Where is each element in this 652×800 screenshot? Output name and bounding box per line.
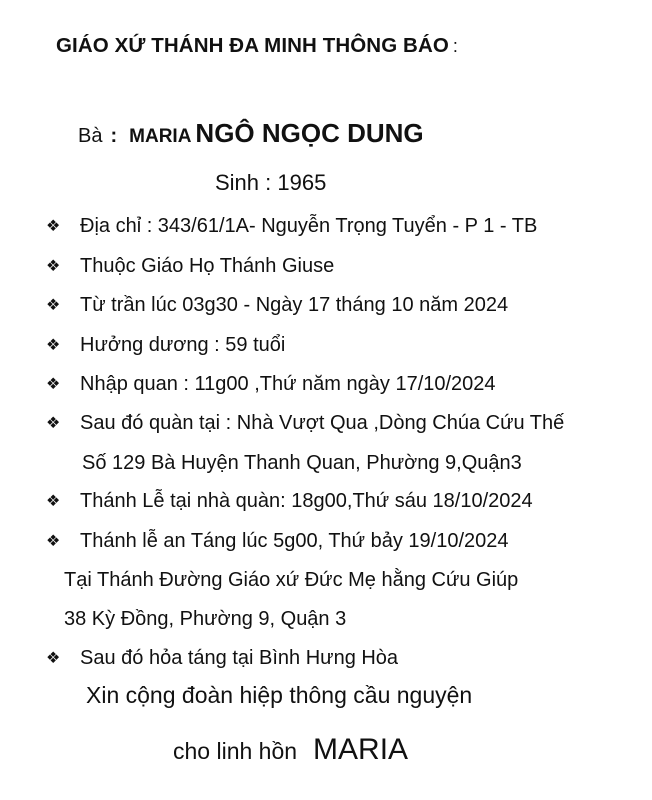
- address-text: Địa chỉ : 343/61/1A- Nguyễn Trọng Tuyển - P 1 - TB: [80, 215, 538, 237]
- detail-address: [46, 215, 537, 238]
- christian-name: MARIA: [129, 126, 192, 147]
- funeral-mass-text: Thánh lễ an Táng lúc 5g00, Thứ bảy 19/10/2024: [80, 530, 509, 552]
- detail-parish: [46, 255, 334, 278]
- title-colon: :: [452, 36, 458, 56]
- deceased-name-line: [78, 118, 424, 149]
- detail-death: [46, 294, 508, 317]
- full-name: NGÔ NGỌC DUNG: [195, 118, 424, 148]
- closing-soul-line: [173, 733, 408, 767]
- detail-wake: [46, 412, 564, 435]
- diamond-bullet-icon: ❖: [46, 337, 61, 354]
- diamond-bullet-icon: ❖: [46, 493, 61, 510]
- announcement-title: [56, 34, 458, 58]
- name-separator: :: [110, 125, 118, 147]
- detail-encoffin: [46, 373, 496, 396]
- diamond-bullet-icon: ❖: [46, 650, 61, 667]
- detail-mass-home: [46, 490, 533, 513]
- church-name: Tại Thánh Đường Giáo xứ Đức Mẹ hằng Cứu Giúp: [64, 569, 519, 591]
- closing-prayer-line: Xin cộng đoàn hiệp thông cầu nguyện: [86, 682, 473, 708]
- wake-text: Sau đó quàn tại : Nhà Vượt Qua ,Dòng Chúa Cứu Thế: [80, 412, 565, 434]
- mass-home-text: Thánh Lễ tại nhà quàn: 18g00,Thứ sáu 18/10/2024: [80, 490, 533, 512]
- diamond-bullet-icon: ❖: [46, 258, 61, 275]
- detail-cremation: [46, 647, 398, 670]
- diamond-bullet-icon: ❖: [46, 218, 61, 235]
- detail-age: [46, 334, 285, 357]
- parish-text: Thuộc Giáo Họ Thánh Giuse: [80, 255, 335, 277]
- detail-funeral-mass: [46, 530, 509, 553]
- age-text: Hưởng dương : 59 tuổi: [80, 334, 286, 356]
- honorific: Bà: [78, 125, 103, 147]
- diamond-bullet-icon: ❖: [46, 533, 61, 550]
- church-address: 38 Kỳ Đồng, Phường 9, Quận 3: [64, 608, 347, 630]
- closing-prefix: cho linh hồn: [173, 738, 298, 764]
- title-text: GIÁO XỨ THÁNH ĐA MINH THÔNG BÁO: [56, 34, 449, 57]
- diamond-bullet-icon: ❖: [46, 297, 61, 314]
- closing-name: MARIA: [313, 733, 409, 766]
- wake-address: Số 129 Bà Huyện Thanh Quan, Phường 9,Quận3: [82, 452, 522, 474]
- encoffin-text: Nhập quan : 11g00 ,Thứ năm ngày 17/10/2024: [80, 373, 496, 395]
- cremation-text: Sau đó hỏa táng tại Bình Hưng Hòa: [80, 647, 399, 669]
- diamond-bullet-icon: ❖: [46, 376, 61, 393]
- diamond-bullet-icon: ❖: [46, 415, 61, 432]
- birth-year: Sinh : 1965: [215, 170, 327, 195]
- death-text: Từ trần lúc 03g30 - Ngày 17 tháng 10 năm 2024: [80, 294, 509, 316]
